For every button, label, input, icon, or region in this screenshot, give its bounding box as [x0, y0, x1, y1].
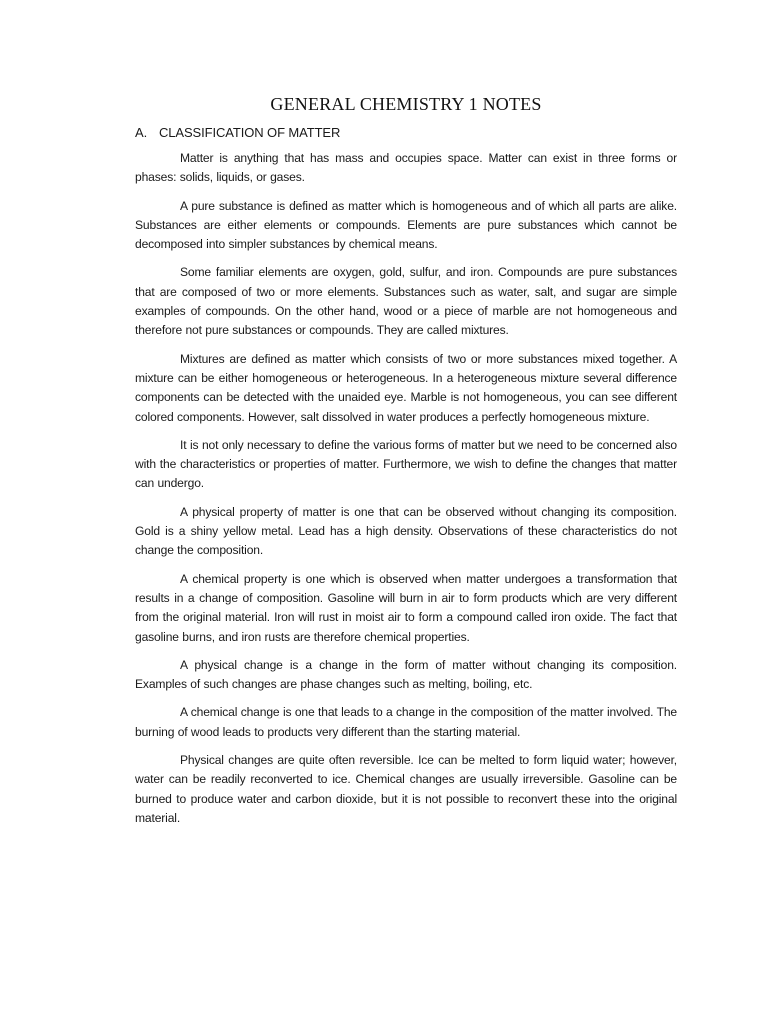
paragraph-chemical-change: A chemical change is one that leads to a change in the composition of the matter involved. The burning of wood leads to products very different than the starting material. [135, 705, 677, 739]
document-title: GENERAL CHEMISTRY 1 NOTES [270, 94, 542, 114]
paragraph-chemical-property: A chemical property is one which is observed when matter undergoes a transformation that results in a change of composition. Gasoline will burn in air to form products which are very different from the original material. Iron will rust in moist air to form a compound called iron oxide. The fact that gasoline burns, and iron rusts are therefore chemical properties. [135, 571, 677, 644]
paragraph-matter-definition: Matter is anything that has mass and occupies space. Matter can exist in three forms or phases: solids, liquids, or gases. [135, 151, 677, 185]
paragraph-mixtures: Mixtures are defined as matter which consists of two or more substances mixed together. A mixture can be either homogeneous or heterogeneous. In a heterogeneous mixture several difference components can be detected with the unaided eye. Marble is not homogeneous, you can see different colored components. However, salt dissolved in water produces a perfectly homogeneous mixture. [135, 351, 677, 424]
paragraph-properties-intro: It is not only necessary to define the various forms of matter but we need to be concerned also with the characteristics or properties of matter. Furthermore, we wish to define the changes that matter can undergo. [135, 437, 677, 491]
paragraph-pure-substance: A pure substance is defined as matter which is homogeneous and of which all parts are alike. Substances are either elements or compounds. Elements are pure substances which cannot be decomposed into simpler substances by chemical means. [135, 198, 677, 252]
document-body [135, 94, 677, 837]
paragraph-physical-property: A physical property of matter is one that can be observed without changing its composition. Gold is a shiny yellow metal. Lead has a high density. Observations of these characteristics do not change the composition. [135, 504, 677, 558]
paragraph-reversibility: Physical changes are quite often reversible. Ice can be melted to form liquid water; however, water can be readily reconverted to ice. Chemical changes are usually irreversible. Gasoline can be burned to produce water and carbon dioxide, but it is not possible to reconvert these into the original material. [135, 753, 677, 825]
paragraph-physical-change: A physical change is a change in the form of matter without changing its composition. Examples of such changes are phase changes such as melting, boiling, etc. [135, 657, 677, 692]
section-letter: A. [135, 125, 148, 140]
section-heading [135, 125, 677, 140]
section-heading-text: CLASSIFICATION OF MATTER [159, 125, 341, 140]
paragraph-elements-compounds: Some familiar elements are oxygen, gold, sulfur, and iron. Compounds are pure substances that are composed of two or more elements. Substances such as water, salt, and sugar are simple examples of compounds. On the other hand, wood or a piece of marble are not homogeneous and therefore not pure substances or compounds. They are called mixtures. [135, 265, 677, 338]
